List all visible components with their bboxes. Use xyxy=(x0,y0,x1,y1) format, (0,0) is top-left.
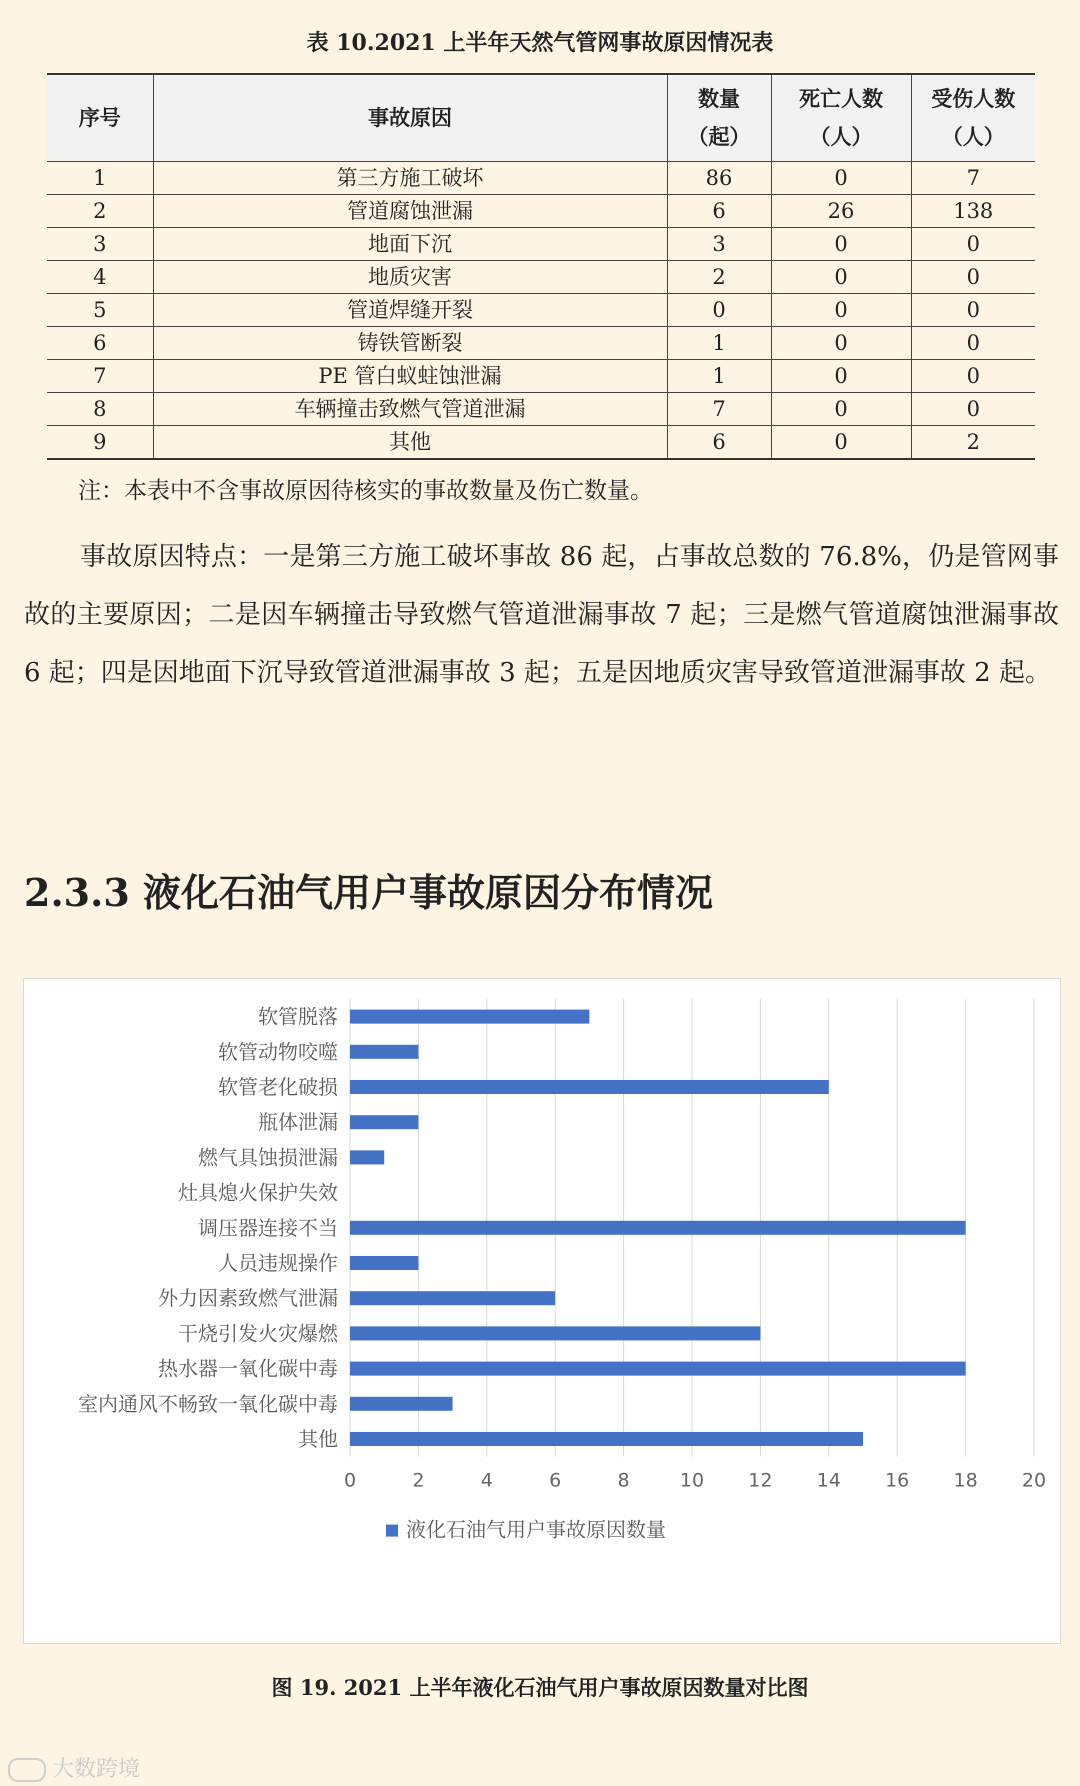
chart-container xyxy=(23,978,1061,1644)
x-tick-label: 18 xyxy=(953,1469,978,1492)
header-deaths xyxy=(771,74,911,162)
cell-deaths: 0 xyxy=(771,327,911,360)
x-tick-label: 2 xyxy=(412,1469,425,1492)
table-row xyxy=(47,261,1035,294)
category-label: 其他 xyxy=(298,1427,338,1451)
x-tick-label: 12 xyxy=(748,1469,773,1492)
cell-deaths: 0 xyxy=(771,360,911,393)
category-label: 热水器一氧化碳中毒 xyxy=(158,1356,338,1381)
x-tick-label: 0 xyxy=(343,1469,357,1492)
watermark-text: 大数跨境 xyxy=(52,1757,141,1782)
header-count-line1: 数量 xyxy=(698,86,740,111)
bar xyxy=(350,1432,863,1446)
x-tick-label: 6 xyxy=(549,1469,562,1492)
bar xyxy=(350,1326,760,1340)
cell-deaths: 0 xyxy=(771,261,911,294)
header-deaths-line1: 死亡人数 xyxy=(799,86,883,111)
header-count-line2: （起） xyxy=(687,124,751,149)
cell-cause: 地面下沉 xyxy=(153,228,667,261)
cell-deaths: 26 xyxy=(771,195,911,228)
cell-injured: 0 xyxy=(911,228,1035,261)
cell-index: 5 xyxy=(47,294,153,327)
category-label: 室内通风不畅致一氧化碳中毒 xyxy=(78,1391,338,1416)
cell-count: 1 xyxy=(667,360,771,393)
table-title: 表 10.2021 上半年天然气管网事故原因情况表 xyxy=(306,30,774,56)
cell-index: 7 xyxy=(47,360,153,393)
x-tick-label: 4 xyxy=(480,1469,493,1492)
cell-injured: 0 xyxy=(911,294,1035,327)
category-label: 调压器连接不当 xyxy=(198,1215,338,1240)
cell-cause: 第三方施工破坏 xyxy=(153,162,667,195)
cell-deaths: 0 xyxy=(771,228,911,261)
header-cause: 事故原因 xyxy=(153,74,667,162)
cell-count: 1 xyxy=(667,327,771,360)
table-row xyxy=(47,426,1035,460)
cell-index: 9 xyxy=(47,426,153,460)
watermark-logo-icon xyxy=(8,1758,46,1782)
cell-index: 2 xyxy=(47,195,153,228)
x-tick-label: 20 xyxy=(1021,1469,1047,1492)
cell-index: 4 xyxy=(47,261,153,294)
category-label: 软管老化破损 xyxy=(218,1075,338,1099)
accident-cause-table xyxy=(47,73,1035,460)
bar xyxy=(350,1115,418,1129)
cell-index: 1 xyxy=(47,162,153,195)
bar xyxy=(350,1362,966,1376)
bar xyxy=(350,1080,829,1094)
table-row xyxy=(47,162,1035,195)
header-count xyxy=(667,74,771,162)
bar xyxy=(350,1221,966,1235)
legend-label: 液化石油气用户事故原因数量 xyxy=(406,1517,666,1542)
category-label: 软管动物咬噬 xyxy=(218,1039,338,1064)
cell-count: 2 xyxy=(667,261,771,294)
category-label: 外力因素致燃气泄漏 xyxy=(158,1286,338,1311)
table-row xyxy=(47,393,1035,426)
cell-index: 8 xyxy=(47,393,153,426)
cell-injured: 7 xyxy=(911,162,1035,195)
bar xyxy=(350,1291,555,1305)
header-index: 序号 xyxy=(47,74,153,162)
bar-chart xyxy=(24,979,1060,1643)
category-label: 瓶体泄漏 xyxy=(258,1110,338,1135)
cell-cause: 铸铁管断裂 xyxy=(153,327,667,360)
x-tick-label: 10 xyxy=(679,1469,705,1492)
cell-count: 3 xyxy=(667,228,771,261)
table-note: 注：本表中不含事故原因待核实的事故数量及伤亡数量。 xyxy=(78,478,653,504)
cell-cause: PE 管白蚁蛀蚀泄漏 xyxy=(153,360,667,393)
cell-index: 6 xyxy=(47,327,153,360)
category-label: 燃气具蚀损泄漏 xyxy=(198,1145,338,1170)
cell-count: 86 xyxy=(667,162,771,195)
header-deaths-line2: （人） xyxy=(809,124,873,149)
x-tick-label: 14 xyxy=(816,1469,841,1492)
x-tick-label: 8 xyxy=(617,1469,630,1492)
legend-swatch xyxy=(386,1525,398,1537)
cell-deaths: 0 xyxy=(771,393,911,426)
section-heading: 2.3.3 液化石油气用户事故原因分布情况 xyxy=(24,870,714,915)
cell-index: 3 xyxy=(47,228,153,261)
figure-caption: 图 19. 2021 上半年液化石油气用户事故原因数量对比图 xyxy=(271,1675,809,1700)
body-paragraph: 事故原因特点：一是第三方施工破坏事故 86 起，占事故总数的 76.8%，仍是管网事故的主要原因；二是因车辆撞击导致燃气管道泄漏事故 7 起；三是燃气管道腐蚀泄漏事故 6 起；四是因地面下沉导致管道泄漏事故 3 起；五是因地质灾害导致管道泄漏事故 2 起。 xyxy=(24,542,1059,688)
cell-cause: 管道腐蚀泄漏 xyxy=(153,195,667,228)
category-label: 人员违规操作 xyxy=(218,1251,338,1275)
header-injured-line1: 受伤人数 xyxy=(931,86,1016,111)
cell-injured: 2 xyxy=(911,426,1035,460)
cell-count: 7 xyxy=(667,393,771,426)
table-row xyxy=(47,360,1035,393)
cell-cause: 其他 xyxy=(153,426,667,460)
bar xyxy=(350,1045,418,1059)
bar xyxy=(350,1150,384,1164)
table-row xyxy=(47,195,1035,228)
cell-deaths: 0 xyxy=(771,162,911,195)
category-label: 干烧引发火灾爆燃 xyxy=(178,1321,338,1346)
watermark xyxy=(8,1752,140,1783)
cell-cause: 管道焊缝开裂 xyxy=(153,294,667,327)
cell-count: 0 xyxy=(667,294,771,327)
category-label: 软管脱落 xyxy=(258,1004,338,1029)
cell-cause: 车辆撞击致燃气管道泄漏 xyxy=(153,393,667,426)
cell-count: 6 xyxy=(667,195,771,228)
x-tick-label: 16 xyxy=(885,1469,910,1492)
bar xyxy=(350,1010,589,1024)
cell-injured: 0 xyxy=(911,360,1035,393)
header-injured xyxy=(911,74,1035,162)
table-row xyxy=(47,327,1035,360)
cell-deaths: 0 xyxy=(771,294,911,327)
bar xyxy=(350,1397,453,1411)
table-row xyxy=(47,228,1035,261)
cell-injured: 138 xyxy=(911,195,1035,228)
table-header-row xyxy=(47,74,1035,162)
cell-injured: 0 xyxy=(911,327,1035,360)
cell-count: 6 xyxy=(667,426,771,460)
category-label: 灶具熄火保护失效 xyxy=(178,1180,338,1205)
table-row xyxy=(47,294,1035,327)
cell-cause: 地质灾害 xyxy=(153,261,667,294)
cell-injured: 0 xyxy=(911,261,1035,294)
cell-deaths: 0 xyxy=(771,426,911,460)
cell-injured: 0 xyxy=(911,393,1035,426)
header-injured-line2: （人） xyxy=(941,124,1005,149)
bar xyxy=(350,1256,418,1270)
